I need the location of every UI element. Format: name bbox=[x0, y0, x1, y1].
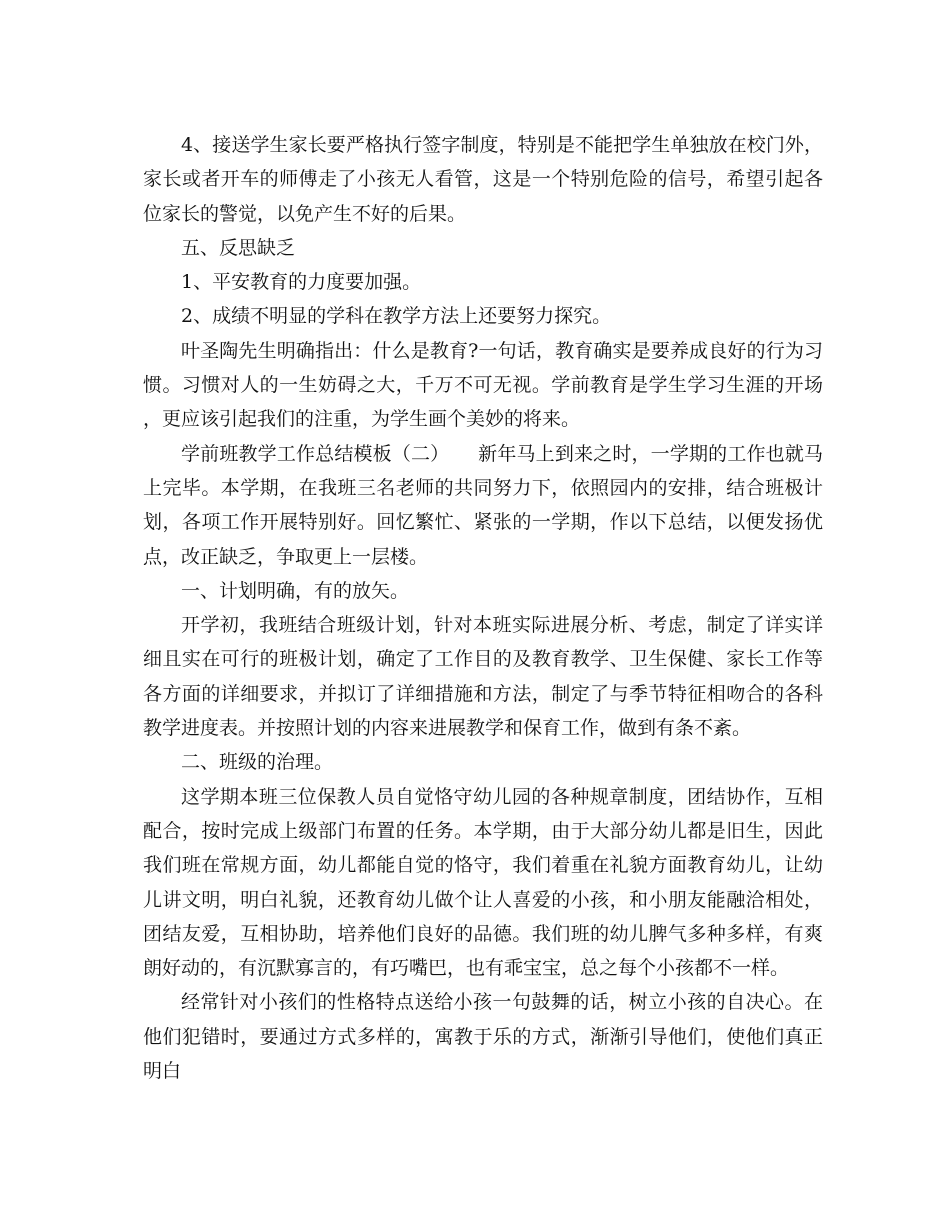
paragraph-template-two-intro: 学前班教学工作总结模板（二） 新年马上到来之时，一学期的工作也就马上完毕。本学期，在我班三名老师的共同努力下，依照园内的安排，结合班极计划，各项工作开展特别好。回忆繁忙、紧张的一学期，作以下总结，以便发扬优点，改正缺乏，争取更上一层楼。 bbox=[143, 442, 823, 568]
section-heading-class-management: 二、班级的治理。 bbox=[181, 751, 334, 774]
paragraph-safety-education: 1、平安教育的力度要加强。 bbox=[181, 271, 422, 294]
paragraph-pickup-signature-rule: 4、接送学生家长要严格执行签字制度，特别是不能把学生单独放在校门外，家长或者开车的师傅走了小孩无人看管，这是一个特别危险的信号，希望引起各位家长的警觉，以免产生不好的后果。 bbox=[143, 134, 823, 225]
paragraph-staff-cooperation: 这学期本班三位保教人员自觉恪守幼儿园的各种规章制度，团结协作，互相配合，按时完成上级部门布置的任务。本学期，由于大部分幼儿都是旧生，因此我们班在常规方面，幼儿都能自觉的恪守，我们着重在礼貌方面教育幼儿，让幼儿讲文明，明白礼貌，还教育幼儿做个让人喜爱的小孩，和小朋友能融洽相处，团结友爱，互相协助，培养他们良好的品德。我们班的幼儿脾气多种多样，有爽朗好动的，有沉默寡言的，有巧嘴巴，也有乖宝宝，总之每个小孩都不一样。 bbox=[143, 785, 823, 980]
paragraph-ye-shengtao-quote: 叶圣陶先生明确指出：什么是教育?一句话，教育确实是要养成良好的行为习惯。习惯对人的一生妨碍之大，千万不可无视。学前教育是学生学习生涯的开场，更应该引起我们的注重，为学生画个美妙的将来。 bbox=[143, 339, 823, 431]
section-heading-reflection: 五、反思缺乏 bbox=[181, 236, 296, 259]
section-heading-clear-plan: 一、计划明确，有的放矢。 bbox=[181, 579, 410, 602]
document-body bbox=[143, 128, 823, 1088]
paragraph-teaching-methods: 2、成绩不明显的学科在教学方法上还要努力探究。 bbox=[181, 305, 612, 328]
paragraph-semester-start: 开学初，我班结合班级计划，针对本班实际进展分析、考虑，制定了详实详细且实在可行的班极计划，确定了工作目的及教育教学、卫生保健、家长工作等各方面的详细要求，并拟订了详细措施和方法，制定了与季节特征相吻合的各科教学进度表。并按照计划的内容来进展教学和保育工作，做到有条不紊。 bbox=[143, 614, 823, 740]
paragraph-encouragement: 经常针对小孩们的性格特点送给小孩一句鼓舞的话，树立小孩的自决心。在他们犯错时，要通过方式多样的，寓教于乐的方式，渐渐引导他们，使他们真正明白 bbox=[143, 991, 823, 1083]
